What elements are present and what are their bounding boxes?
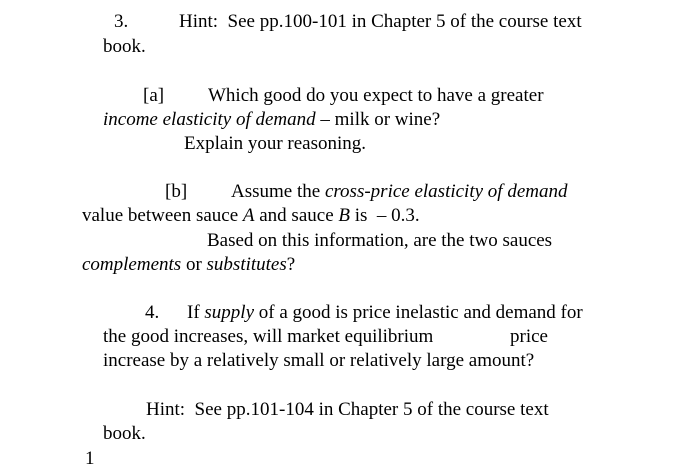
part-a-question-line2: [103, 108, 440, 132]
part-b-or: or: [181, 254, 207, 275]
question-4-line3: increase by a relatively small or relatively large amount?: [103, 350, 535, 371]
page-number: 1: [85, 448, 95, 469]
question-4-line2: the good increases, will market equilibrium: [103, 326, 434, 347]
part-b-line2-value: is – 0.3.: [350, 205, 420, 226]
part-b-question-line2: [82, 204, 420, 228]
part-a-explain: Explain your reasoning.: [184, 133, 367, 154]
question-4-number: 4.: [145, 302, 160, 323]
part-b-question: [231, 180, 567, 204]
part-b-question-line3: Based on this information, are the two sauces: [207, 230, 553, 251]
question-4-hint: Hint: See pp.101-104 in Chapter 5 of the course text: [146, 399, 549, 420]
question-4-hint-continuation: book.: [103, 423, 146, 444]
cross-price-elasticity-term: cross-price elasticity of demand: [324, 181, 568, 202]
question-4-line2-price: price: [510, 326, 548, 347]
question-3-hint: Hint: See pp.100-101 in Chapter 5 of the course text: [179, 11, 582, 32]
sauce-b-var: B: [338, 205, 350, 226]
part-b-line2-text: value between sauce: [82, 205, 243, 226]
question-3-number: 3.: [114, 11, 129, 32]
question-4-text-rest: of a good is price inelastic and demand for: [254, 302, 583, 323]
part-a-label: [a]: [143, 85, 165, 106]
question-3-hint-continuation: book.: [103, 36, 146, 57]
question-4-if: If: [187, 302, 205, 323]
part-b-line2-mid: and sauce: [254, 205, 339, 226]
part-b-text: Assume the: [231, 181, 325, 202]
question-4-text: [187, 301, 583, 325]
supply-term: supply: [204, 302, 255, 323]
sauce-a-var: A: [242, 205, 255, 226]
part-b-question-mark: ?: [286, 254, 296, 275]
complements-term: complements: [82, 254, 182, 275]
substitutes-term: substitutes: [206, 254, 287, 275]
part-a-options: – milk or wine?: [315, 109, 441, 130]
part-b-label: [b]: [165, 181, 188, 202]
part-b-question-line4: [82, 253, 295, 277]
part-a-question: Which good do you expect to have a greater: [208, 85, 544, 106]
income-elasticity-term: income elasticity of demand: [103, 109, 316, 130]
